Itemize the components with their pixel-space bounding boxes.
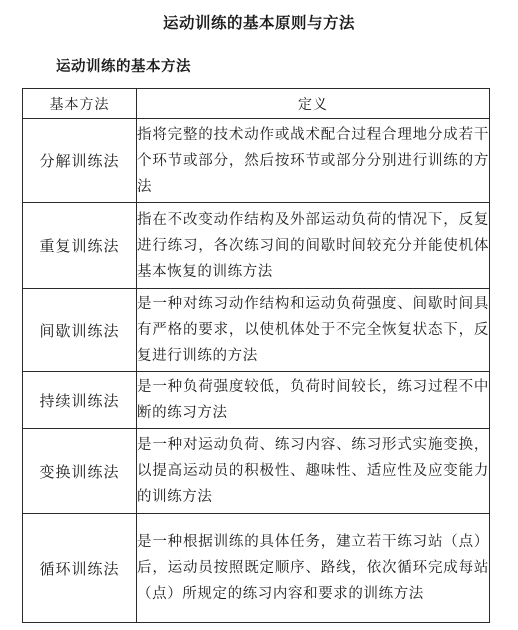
header-definition: 定义 bbox=[137, 89, 490, 119]
method-name: 间歇训练法 bbox=[23, 289, 137, 372]
table-row bbox=[23, 289, 490, 372]
section-title: 运动训练的基本方法 bbox=[56, 59, 191, 75]
document-title: 运动训练的基本原则与方法 bbox=[162, 14, 355, 32]
header-method: 基本方法 bbox=[23, 89, 137, 119]
training-methods-table bbox=[22, 88, 490, 623]
method-definition: 指在不改变动作结构及外部运动负荷的情况下，反复进行练习，各次练习间的间歇时间较充分并能使机体基本恢复的训练方法 bbox=[137, 203, 490, 289]
method-definition: 是一种根据训练的具体任务，建立若干练习站（点）后，运动员按照既定顺序、路线，依次循环完成每站（点）所规定的练习内容和要求的训练方法 bbox=[137, 514, 490, 623]
method-name: 持续训练法 bbox=[23, 372, 137, 429]
table-row bbox=[23, 119, 490, 203]
method-name: 循环训练法 bbox=[23, 514, 137, 623]
method-definition: 是一种对运动负荷、练习内容、练习形式实施变换，以提高运动员的积极性、趣味性、适应性及应变能力的训练方法 bbox=[137, 429, 490, 514]
method-definition: 指将完整的技术动作或战术配合过程合理地分成若干个环节或部分，然后按环节或部分分别进行训练的方法 bbox=[137, 119, 490, 203]
table-row bbox=[23, 372, 490, 429]
table-row bbox=[23, 203, 490, 289]
table-header-row bbox=[23, 89, 490, 119]
method-name: 分解训练法 bbox=[23, 119, 137, 203]
method-name: 变换训练法 bbox=[23, 429, 137, 514]
method-definition: 是一种负荷强度较低，负荷时间较长，练习过程不中断的练习方法 bbox=[137, 372, 490, 429]
table-row bbox=[23, 429, 490, 514]
method-name: 重复训练法 bbox=[23, 203, 137, 289]
method-definition: 是一种对练习动作结构和运动负荷强度、间歇时间具有严格的要求，以使机体处于不完全恢复状态下，反复进行训练的方法 bbox=[137, 289, 490, 372]
table-row bbox=[23, 514, 490, 623]
